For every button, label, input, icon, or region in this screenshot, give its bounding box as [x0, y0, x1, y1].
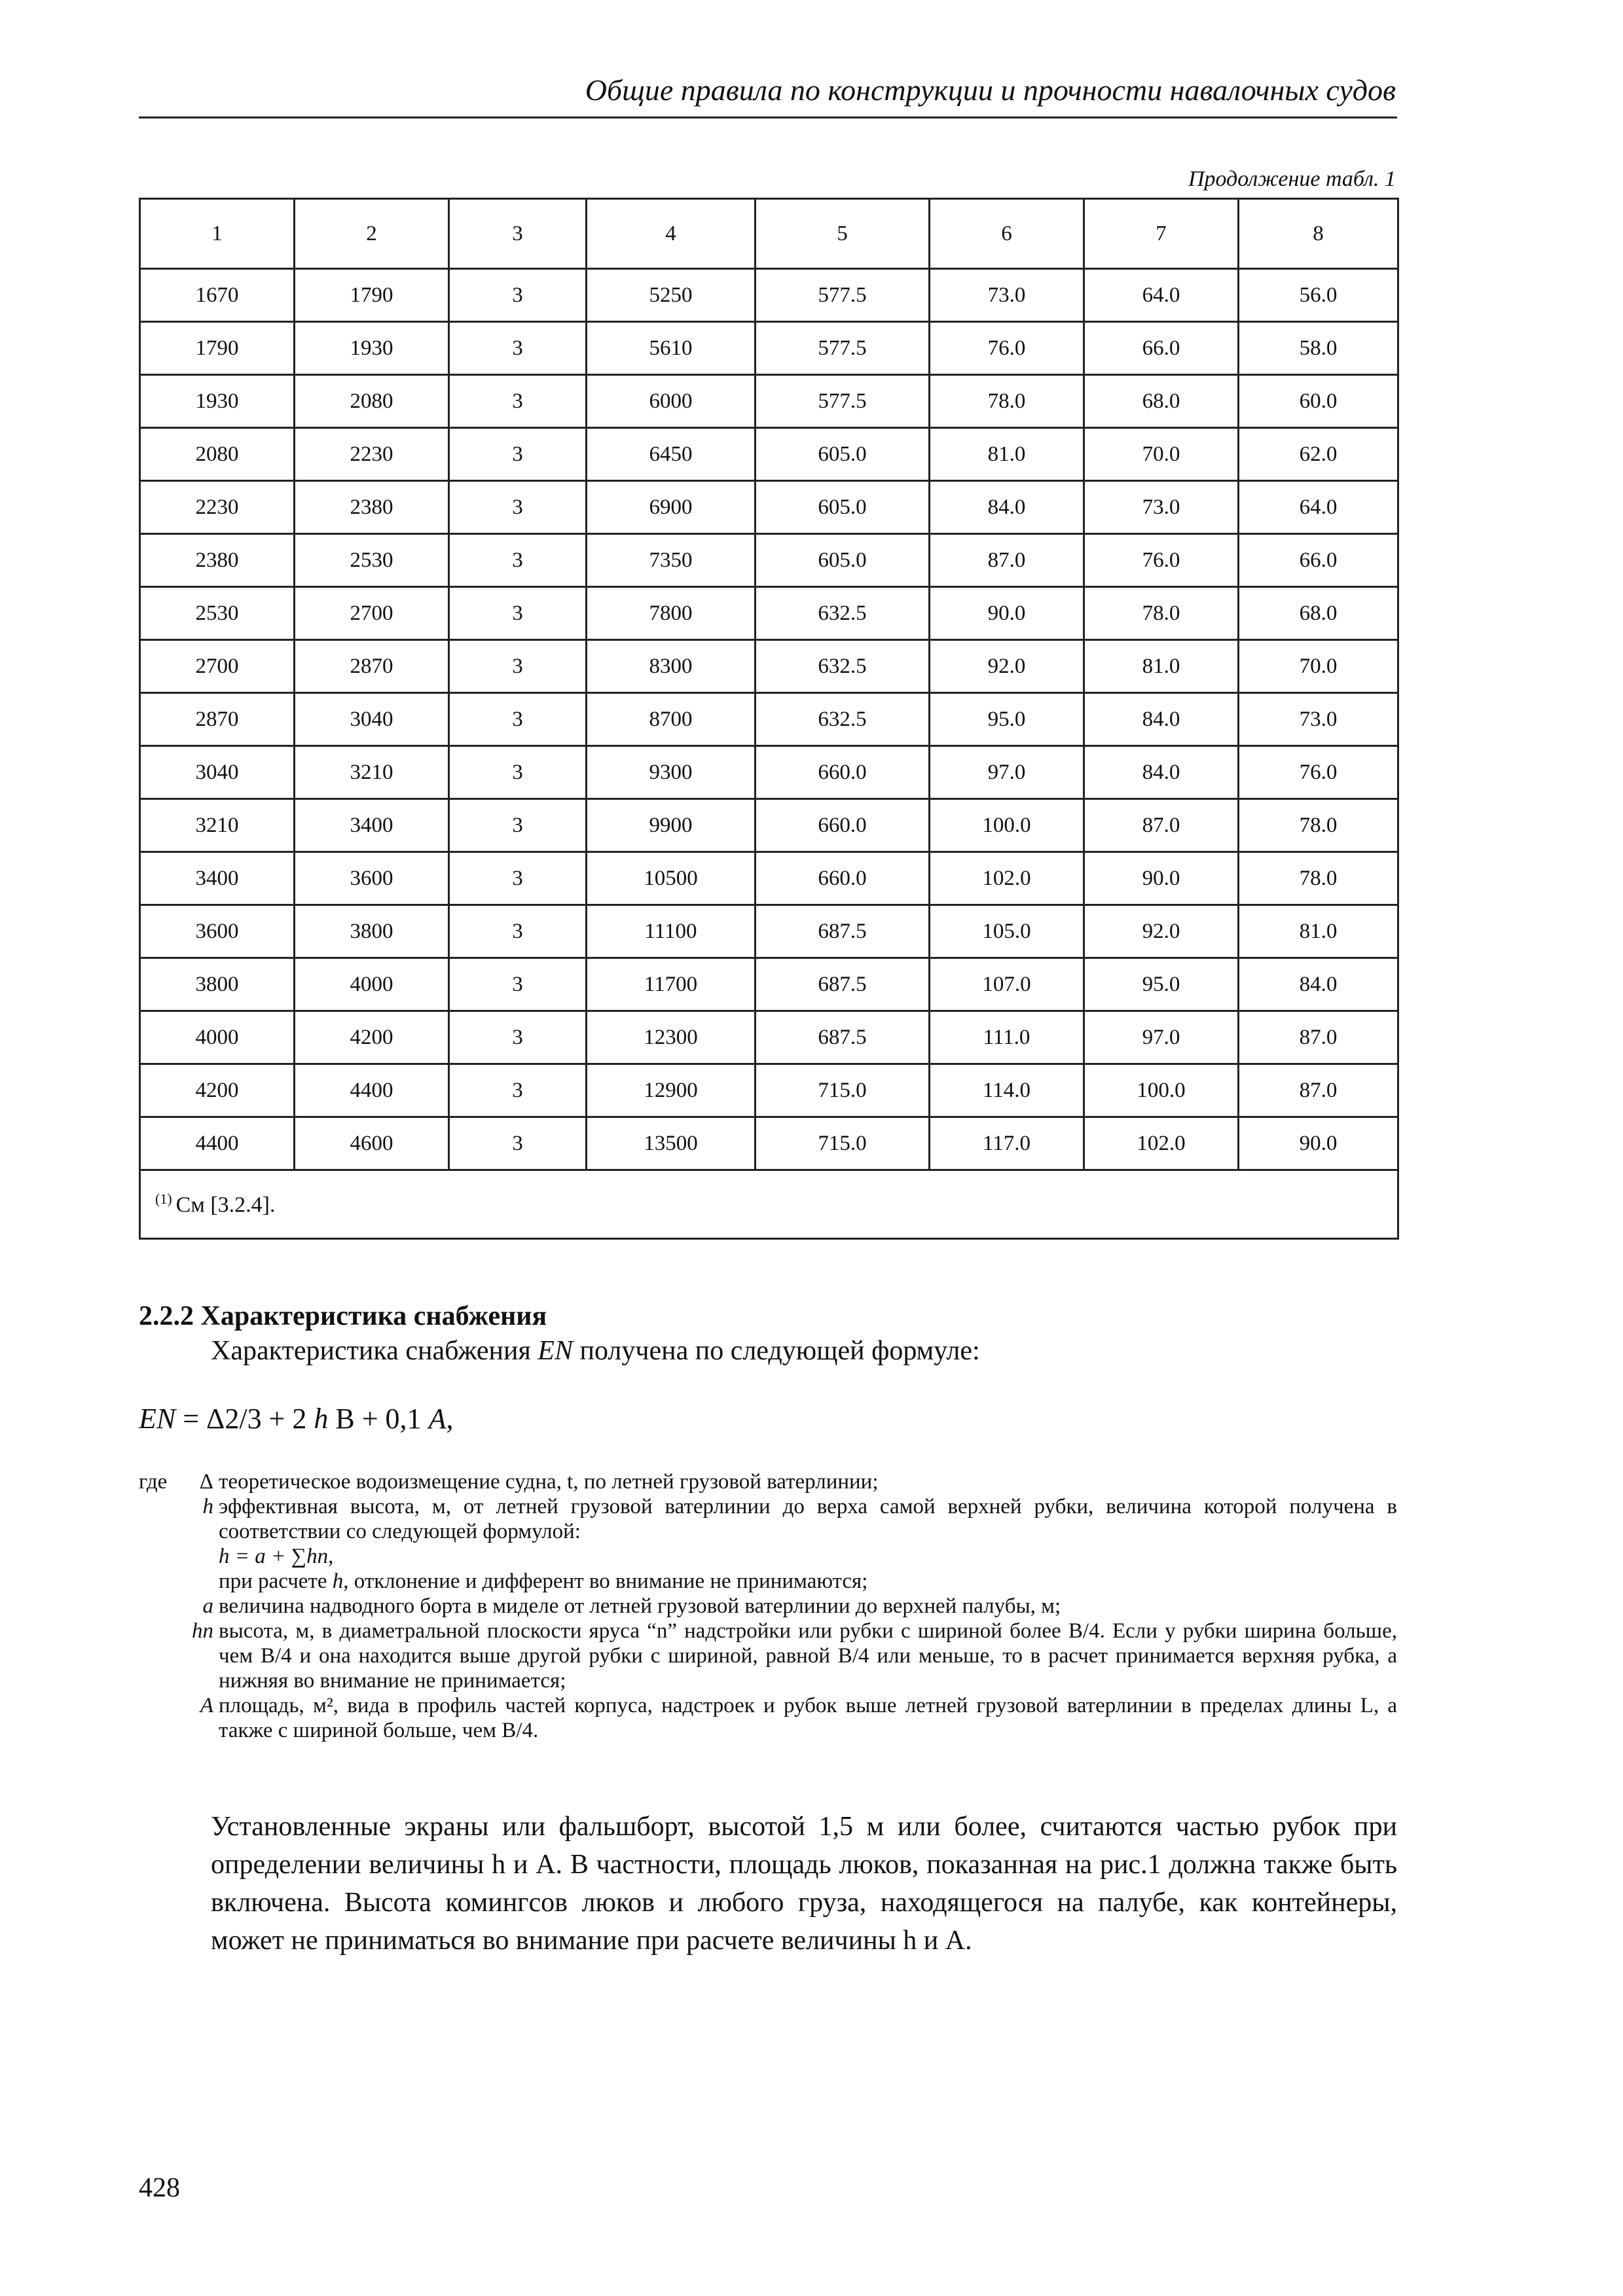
table-cell: 3 — [449, 852, 587, 905]
table-cell: 2380 — [140, 534, 295, 587]
table-cell: 6900 — [587, 481, 756, 534]
table-header-row — [140, 199, 1398, 269]
table-cell: 117.0 — [930, 1117, 1084, 1170]
definition-text: площадь, м², вида в профиль частей корпуса, надстроек и рубок выше летней грузовой ватерлинии в пределах длины L, а также с шириной больше, чем B/4. — [219, 1694, 1397, 1742]
table-cell: 102.0 — [930, 852, 1084, 905]
intro-text-end: получена по следующей формуле: — [572, 1336, 980, 1366]
table-row — [140, 1011, 1398, 1064]
en-formula — [139, 1401, 453, 1437]
table-cell: 9300 — [587, 746, 756, 799]
table-cell: 2530 — [140, 587, 295, 640]
table-cell: 78.0 — [1239, 852, 1398, 905]
table-cell: 73.0 — [1239, 693, 1398, 746]
where-label: где — [139, 1470, 168, 1494]
table-cell: 11100 — [587, 905, 756, 958]
table-cell: 715.0 — [756, 1117, 930, 1170]
formula-end: , — [446, 1403, 454, 1435]
table-cell: 632.5 — [756, 693, 930, 746]
table-cell: 3 — [449, 746, 587, 799]
table-row — [140, 587, 1398, 640]
definition-a — [139, 1594, 1397, 1619]
table-cell: 95.0 — [930, 693, 1084, 746]
table-cell: 105.0 — [930, 905, 1084, 958]
formula-en: EN — [139, 1403, 176, 1435]
table-cell: 92.0 — [1084, 905, 1239, 958]
h-note-symbol: h — [332, 1570, 344, 1593]
table-cell: 4600 — [295, 1117, 449, 1170]
table-cell: 60.0 — [1239, 375, 1398, 428]
table-cell: 12300 — [587, 1011, 756, 1064]
table-cell: 3040 — [140, 746, 295, 799]
table-cell: 3600 — [140, 905, 295, 958]
table-cell: 687.5 — [756, 905, 930, 958]
definition-hn — [139, 1619, 1397, 1693]
table-cell: 62.0 — [1239, 428, 1398, 481]
table-row — [140, 322, 1398, 375]
table-cell: 2080 — [295, 375, 449, 428]
table-cell: 66.0 — [1239, 534, 1398, 587]
table-cell: 114.0 — [930, 1064, 1084, 1117]
table-row — [140, 481, 1398, 534]
table-cell: 6450 — [587, 428, 756, 481]
table-cell: 3800 — [295, 905, 449, 958]
formula-part: B + 0,1 — [328, 1403, 429, 1435]
table-cell: 2230 — [140, 481, 295, 534]
running-head: Общие правила по конструкции и прочности навалочных судов — [585, 73, 1396, 107]
section-title: 2.2.2 Характеристика снабжения — [139, 1301, 547, 1331]
closing-paragraph: Установленные экраны или фальшборт, высотой 1,5 м или более, считаются частью рубок при определении величины h и A. В частности, площадь люков, показанная на рис.1 должна также быть включена. Высота комингсов люков и любого груза, находящегося на палубе, как контейнеры, может не приниматься во внимание при расчете величины h и A. — [211, 1812, 1397, 1956]
table-cell: 81.0 — [1239, 905, 1398, 958]
table-cell: 107.0 — [930, 958, 1084, 1011]
table-cell: 6000 — [587, 375, 756, 428]
table-cell: 632.5 — [756, 640, 930, 693]
definition-symbol: h — [202, 1495, 213, 1518]
table-cell: 3040 — [295, 693, 449, 746]
table-cell: 100.0 — [930, 799, 1084, 852]
formula-h: h — [314, 1403, 329, 1435]
table-cell: 4200 — [140, 1064, 295, 1117]
column-header: 1 — [140, 199, 295, 269]
table-cell: 58.0 — [1239, 322, 1398, 375]
table-cell: 97.0 — [930, 746, 1084, 799]
table-cell: 605.0 — [756, 534, 930, 587]
table-cell: 1670 — [140, 269, 295, 322]
table-cell: 660.0 — [756, 799, 930, 852]
table-cell: 64.0 — [1239, 481, 1398, 534]
table-cell: 95.0 — [1084, 958, 1239, 1011]
table-cell: 3 — [449, 322, 587, 375]
h-note-text-end: , отклонение и дифферент во внимание не принимаются; — [343, 1570, 868, 1593]
footnote-mark: (1) — [155, 1191, 172, 1208]
table-cell: 2870 — [140, 693, 295, 746]
table-cell: 1930 — [295, 322, 449, 375]
table-cell: 78.0 — [1084, 587, 1239, 640]
table-row — [140, 640, 1398, 693]
definition-symbol: a — [202, 1594, 213, 1618]
table-cell: 56.0 — [1239, 269, 1398, 322]
definition-text: высота, м, в диаметральной плоскости яруса “n” надстройки или рубки с шириной более B/4. Если у рубки ширина больше, чем B/4 и она находится выше другой рубки с шириной, равной B/4 или меньше, то в расчет принимается верхняя рубка, а нижняя во внимание не принимается; — [219, 1619, 1397, 1693]
table-cell: 76.0 — [1239, 746, 1398, 799]
definition-text: величина надводного борта в миделе от летней грузовой ватерлинии до верхней палубы, м; — [219, 1594, 1061, 1618]
table-cell: 3800 — [140, 958, 295, 1011]
definition-text: теоретическое водоизмещение судна, t, по летней грузовой ватерлинии; — [219, 1470, 879, 1494]
table-cell: 3400 — [295, 799, 449, 852]
table-cell: 111.0 — [930, 1011, 1084, 1064]
table-cell: 70.0 — [1239, 640, 1398, 693]
table-cell: 632.5 — [756, 587, 930, 640]
column-header: 3 — [449, 199, 587, 269]
table-row — [140, 799, 1398, 852]
table-cell: 64.0 — [1084, 269, 1239, 322]
page-number: 428 — [139, 2173, 180, 2203]
table-cell: 2530 — [295, 534, 449, 587]
table-cell: 577.5 — [756, 269, 930, 322]
table-row — [140, 1064, 1398, 1117]
table-cell: 3 — [449, 481, 587, 534]
definition-h-note — [139, 1569, 1397, 1594]
definition-text: эффективная высота, м, от летней грузовой ватерлинии до верха самой верхней рубки, величина которой получена в соответствии со следующей формулой: — [219, 1495, 1397, 1543]
column-header: 2 — [295, 199, 449, 269]
table-cell: 3 — [449, 1064, 587, 1117]
table-cell: 76.0 — [1084, 534, 1239, 587]
table-cell: 13500 — [587, 1117, 756, 1170]
h-formula: h = a + ∑hn, — [219, 1545, 334, 1568]
definition-symbol: Δ — [199, 1470, 213, 1494]
table-cell: 2380 — [295, 481, 449, 534]
table-cell: 8300 — [587, 640, 756, 693]
table-cell: 70.0 — [1084, 428, 1239, 481]
table-cell: 3 — [449, 269, 587, 322]
table-cell: 3210 — [140, 799, 295, 852]
table-cell: 12900 — [587, 1064, 756, 1117]
h-note — [219, 1569, 1397, 1594]
definition-symbol: hn — [192, 1619, 213, 1643]
intro-symbol: EN — [538, 1336, 573, 1366]
column-header: 7 — [1084, 199, 1239, 269]
column-header: 6 — [930, 199, 1084, 269]
table-cell: 90.0 — [1084, 852, 1239, 905]
table-cell: 73.0 — [930, 269, 1084, 322]
table-cell: 3 — [449, 1011, 587, 1064]
table-cell: 1790 — [140, 322, 295, 375]
definition-symbol: A — [200, 1694, 213, 1717]
table-caption: Продолжение табл. 1 — [1188, 167, 1396, 191]
table-cell: 577.5 — [756, 322, 930, 375]
table-cell: 3 — [449, 905, 587, 958]
table-cell: 84.0 — [1084, 746, 1239, 799]
table-cell: 660.0 — [756, 746, 930, 799]
table-cell: 2080 — [140, 428, 295, 481]
table-cell: 68.0 — [1239, 587, 1398, 640]
definitions-list — [139, 1469, 1397, 1743]
table-cell: 3210 — [295, 746, 449, 799]
table-cell: 2230 — [295, 428, 449, 481]
table-cell: 1930 — [140, 375, 295, 428]
table-row — [140, 269, 1398, 322]
table-cell: 102.0 — [1084, 1117, 1239, 1170]
table-cell: 2870 — [295, 640, 449, 693]
table-cell: 10500 — [587, 852, 756, 905]
table-cell: 84.0 — [1239, 958, 1398, 1011]
table-cell: 81.0 — [930, 428, 1084, 481]
table-cell: 87.0 — [1084, 799, 1239, 852]
table-cell: 5250 — [587, 269, 756, 322]
definition-h-formula — [139, 1544, 1397, 1569]
table-cell: 1790 — [295, 269, 449, 322]
table-cell: 2700 — [295, 587, 449, 640]
table-row — [140, 958, 1398, 1011]
table-cell: 66.0 — [1084, 322, 1239, 375]
column-header: 4 — [587, 199, 756, 269]
table-cell: 3400 — [140, 852, 295, 905]
definition-h — [139, 1494, 1397, 1544]
formula-part: = Δ2/3 + 2 — [175, 1403, 314, 1435]
table-cell: 660.0 — [756, 852, 930, 905]
table-cell: 715.0 — [756, 1064, 930, 1117]
table-cell: 78.0 — [930, 375, 1084, 428]
table-row — [140, 693, 1398, 746]
table-cell: 73.0 — [1084, 481, 1239, 534]
formula-A: A — [428, 1403, 447, 1435]
table-cell: 78.0 — [1239, 799, 1398, 852]
table-cell: 90.0 — [1239, 1117, 1398, 1170]
definition-A — [139, 1693, 1397, 1743]
table-cell: 87.0 — [1239, 1011, 1398, 1064]
table-row — [140, 852, 1398, 905]
table-cell: 7800 — [587, 587, 756, 640]
column-header: 5 — [756, 199, 930, 269]
table-cell: 3 — [449, 693, 587, 746]
table-cell: 9900 — [587, 799, 756, 852]
table-cell: 84.0 — [1084, 693, 1239, 746]
table-cell: 3 — [449, 428, 587, 481]
table-cell: 8700 — [587, 693, 756, 746]
table-footnote-row — [140, 1170, 1398, 1239]
intro-text: Характеристика снабжения — [211, 1336, 538, 1366]
table-cell: 5610 — [587, 322, 756, 375]
table-cell: 87.0 — [930, 534, 1084, 587]
table-row — [140, 534, 1398, 587]
table-cell: 90.0 — [930, 587, 1084, 640]
table-cell: 3 — [449, 640, 587, 693]
table-cell: 4400 — [140, 1117, 295, 1170]
table-body — [140, 269, 1398, 1170]
table-cell: 2700 — [140, 640, 295, 693]
table-cell: 605.0 — [756, 481, 930, 534]
table-cell: 87.0 — [1239, 1064, 1398, 1117]
table-cell: 92.0 — [930, 640, 1084, 693]
h-note-text: при расчете — [219, 1570, 333, 1593]
table-row — [140, 905, 1398, 958]
table-cell: 4400 — [295, 1064, 449, 1117]
table-row — [140, 428, 1398, 481]
table-cell: 3 — [449, 587, 587, 640]
column-header: 8 — [1239, 199, 1398, 269]
table-cell: 687.5 — [756, 1011, 930, 1064]
table-cell: 76.0 — [930, 322, 1084, 375]
table-footnote — [140, 1170, 1398, 1239]
table-cell: 100.0 — [1084, 1064, 1239, 1117]
table-cell: 97.0 — [1084, 1011, 1239, 1064]
table-cell: 3 — [449, 375, 587, 428]
table-cell: 3 — [449, 1117, 587, 1170]
header-rule — [139, 117, 1397, 118]
table-row — [140, 375, 1398, 428]
table-cell: 3 — [449, 958, 587, 1011]
table-cell: 605.0 — [756, 428, 930, 481]
definition-delta — [139, 1469, 1397, 1494]
table-row — [140, 1117, 1398, 1170]
table-cell: 4200 — [295, 1011, 449, 1064]
table-cell: 577.5 — [756, 375, 930, 428]
data-table — [139, 198, 1399, 1240]
table-cell: 11700 — [587, 958, 756, 1011]
table-cell: 81.0 — [1084, 640, 1239, 693]
section-intro — [211, 1333, 980, 1369]
table-cell: 687.5 — [756, 958, 930, 1011]
table-cell: 4000 — [295, 958, 449, 1011]
table-cell: 7350 — [587, 534, 756, 587]
table-row — [140, 746, 1398, 799]
table-cell: 3600 — [295, 852, 449, 905]
table-cell: 4000 — [140, 1011, 295, 1064]
table-cell: 84.0 — [930, 481, 1084, 534]
table-cell: 3 — [449, 534, 587, 587]
footnote-text: См [3.2.4]. — [175, 1193, 276, 1217]
table-cell: 3 — [449, 799, 587, 852]
table-cell: 68.0 — [1084, 375, 1239, 428]
